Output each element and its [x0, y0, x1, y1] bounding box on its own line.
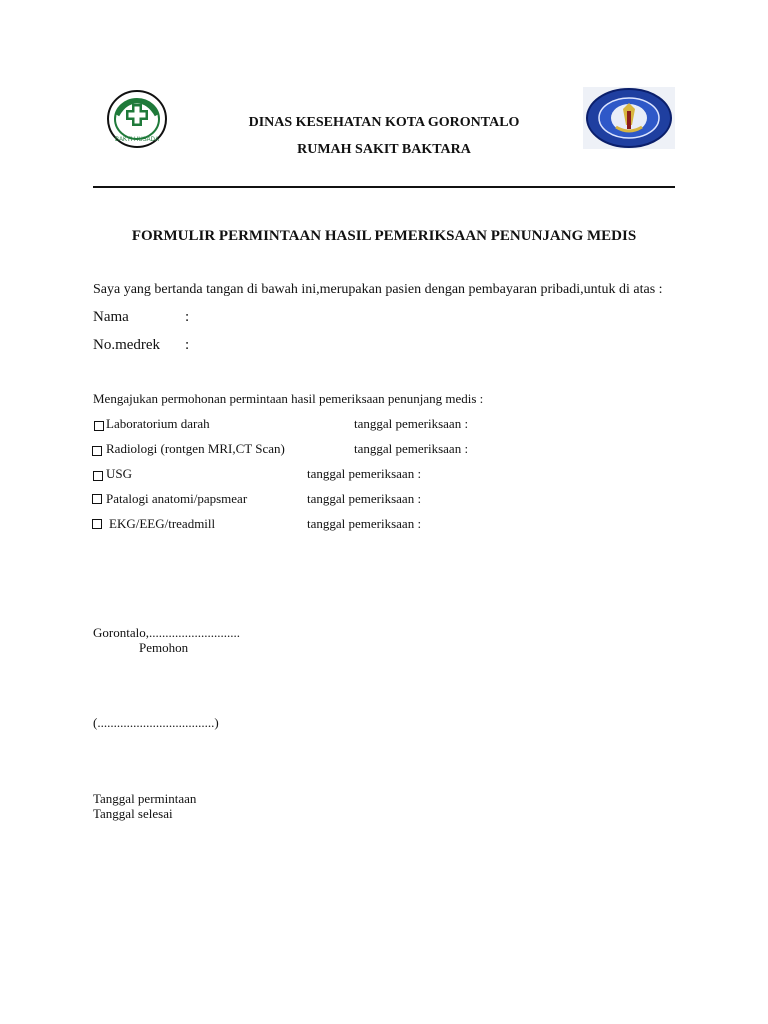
option-date-radiologi: tanggal pemeriksaan : — [354, 441, 469, 456]
field-colon-nama: : — [185, 309, 190, 325]
signature-role: Pemohon — [139, 640, 189, 655]
checkbox-radiologi[interactable] — [92, 446, 102, 456]
checkbox-usg[interactable] — [93, 471, 103, 481]
option-date-ekg: tanggal pemeriksaan : — [307, 516, 422, 531]
option-label-usg: USG — [106, 466, 133, 481]
header-hospital: RUMAH SAKIT BAKTARA — [297, 142, 471, 157]
left-logo-text: BAKTI HUSADA — [114, 137, 160, 143]
finish-date-label: Tanggal selesai — [93, 806, 173, 821]
field-label-medrek: No.medrek — [93, 337, 161, 353]
option-label-laboratorium: Laboratorium darah — [106, 416, 210, 431]
option-date-usg: tanggal pemeriksaan : — [307, 466, 422, 481]
intro-text: Saya yang bertanda tangan di bawah ini,merupakan pasien dengan pembayaran pribadi,untuk di atas : — [93, 282, 663, 297]
signature-place-date: Gorontalo,............................ — [93, 625, 240, 640]
option-label-ekg: EKG/EEG/treadmill — [109, 516, 216, 531]
field-label-nama: Nama — [93, 309, 129, 325]
option-date-patalogi: tanggal pemeriksaan : — [307, 491, 422, 506]
header-agency: DINAS KESEHATAN KOTA GORONTALO — [248, 115, 520, 130]
header-divider — [93, 186, 675, 188]
form-title: FORMULIR PERMINTAAN HASIL PEMERIKSAAN PENUNJANG MEDIS — [131, 228, 637, 244]
option-date-laboratorium: tanggal pemeriksaan : — [354, 416, 469, 431]
request-date-label: Tanggal permintaan — [93, 791, 197, 806]
field-colon-medrek: : — [185, 337, 190, 353]
option-label-patalogi: Patalogi anatomi/papsmear — [106, 491, 248, 506]
checkbox-ekg[interactable] — [92, 519, 102, 529]
option-label-radiologi: Radiologi (rontgen MRI,CT Scan) — [106, 441, 285, 456]
request-intro: Mengajukan permohonan permintaan hasil pemeriksaan penunjang medis : — [93, 391, 484, 406]
checkbox-laboratorium[interactable] — [94, 421, 104, 431]
checkbox-patalogi[interactable] — [92, 494, 102, 504]
signature-name-line: (....................................) — [93, 715, 219, 730]
